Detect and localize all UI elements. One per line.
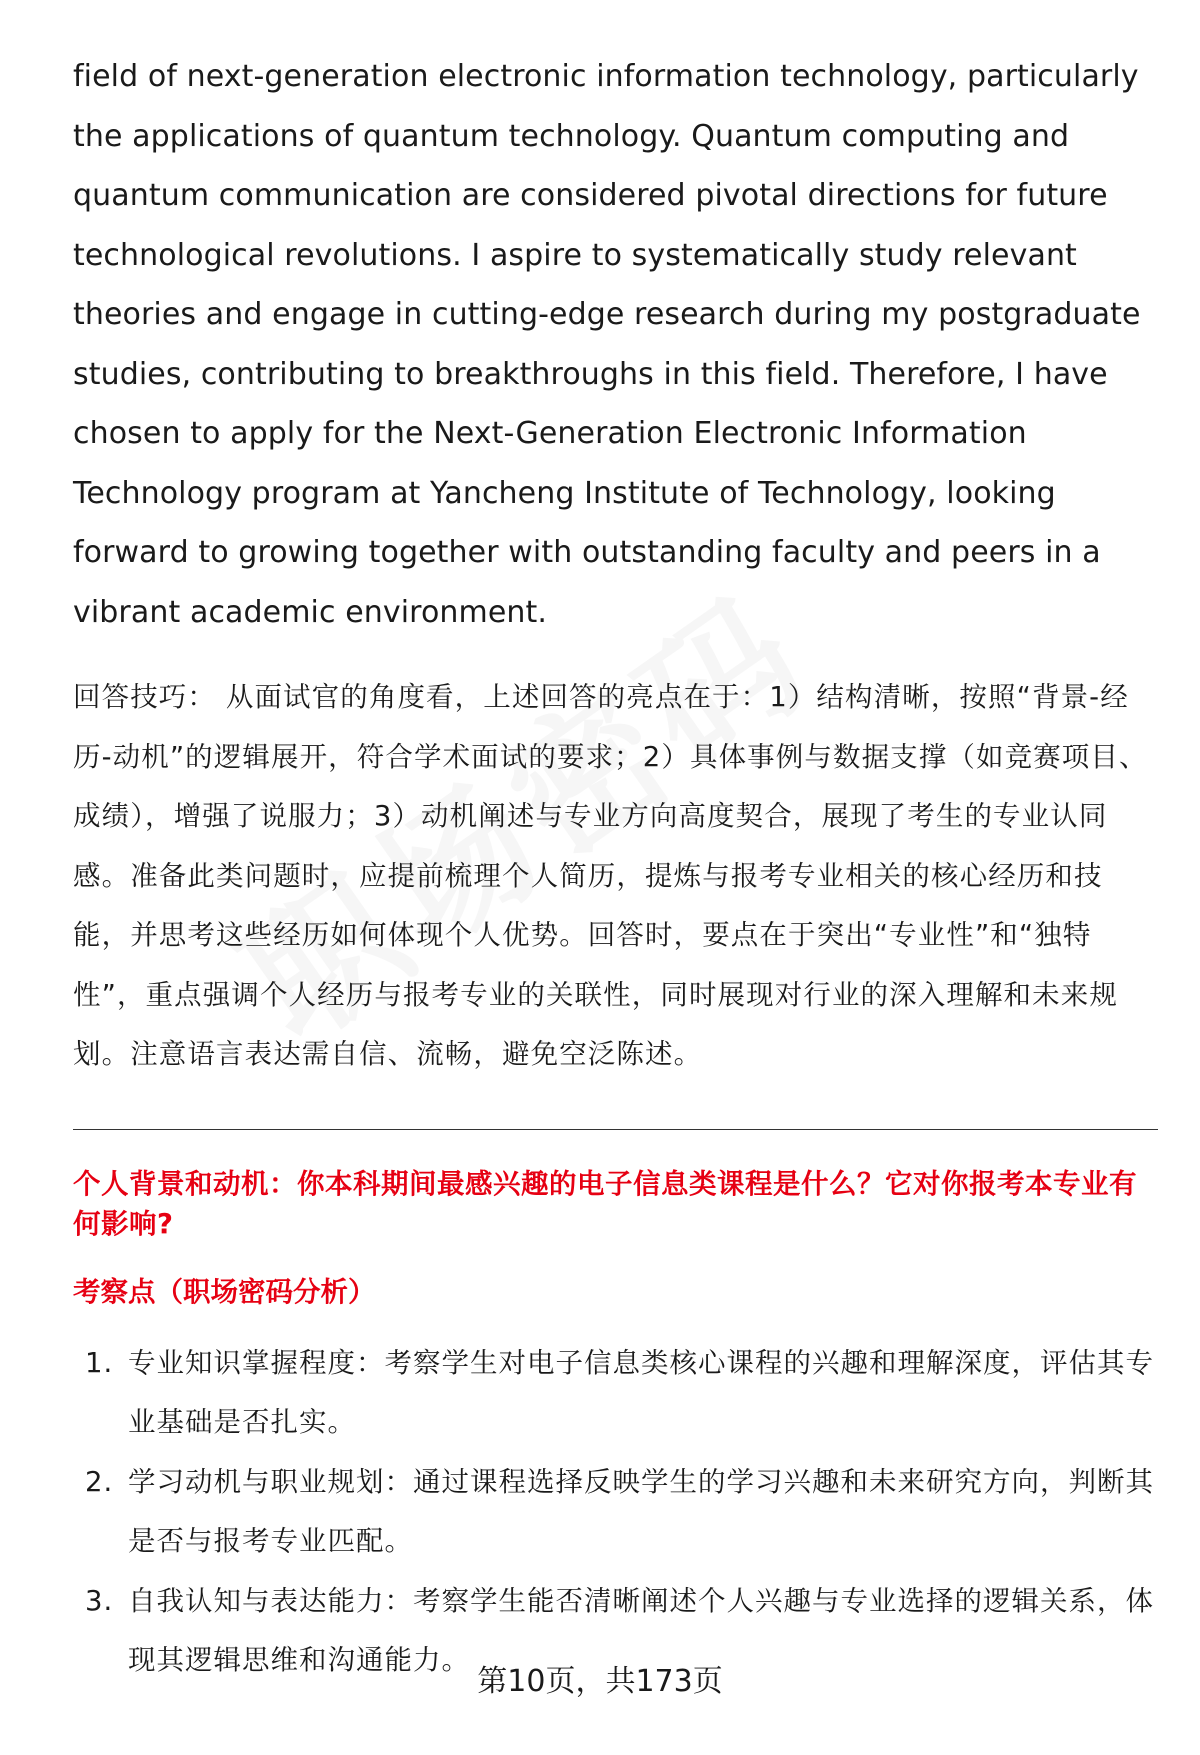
list-item-number: 1. [85,1346,114,1379]
list-item-number: 2. [85,1465,114,1498]
list-item-text: 自我认知与表达能力：考察学生能否清晰阐述个人兴趣与专业选择的逻辑关系，体现其逻辑思维和沟通能力。 [128,1584,1154,1676]
section-divider [73,1129,1158,1130]
list-item-text: 专业知识掌握程度：考察学生对电子信息类核心课程的兴趣和理解深度，评估其专业基础是否扎实。 [128,1346,1154,1438]
question-heading: 个人背景和动机：你本科期间最感兴趣的电子信息类课程是什么？它对你报考本专业有何影响? [73,1167,1137,1240]
list-item-text: 学习动机与职业规划：通过课程选择反映学生的学习兴趣和未来研究方向，判断其是否与报考专业匹配。 [128,1465,1154,1557]
answer-tip-paragraph: 回答技巧： 从面试官的角度看，上述回答的亮点在于：1）结构清晰，按照“背景-经历-动机”的逻辑展开，符合学术面试的要求；2）具体事例与数据支撑（如竞赛项目、成绩），增强了说服力；3）动机阐述与专业方向高度契合，展现了考生的专业认同感。准备此类问题时，应提前梳理个人简历，提炼与报考专业相关的核心经历和技能，并思考这些经历如何体现个人优势。回答时，要点在于突出“专业性”和“独特性”，重点强调个人经历与报考专业的关联性，同时展现对行业的深入理解和未来规划。注意语言表达需自信、流畅，避免空泛陈述。 [73,681,1148,1070]
list-item [73,1334,1158,1453]
assessment-points-title: 考察点（职场密码分析） [73,1275,376,1308]
document-body [73,47,1158,1691]
page-number-footer: 第10页，共173页 [477,1664,723,1699]
list-item-number: 3. [85,1584,114,1617]
intro-paragraph: field of next-generation electronic information technology, particularly the applications of quantum technology. Quantum computing and quantum communication are considered pivotal directions for future technological revolutions. I aspire to systematically study relevant theories and engage in cutting-edge research during my postgraduate studies, contributing to breakthroughs in this field. Therefore, I have chosen to apply for the Next-Generation Electronic Information Technology program at Yancheng Institute of Technology, looking forward to growing together with outstanding faculty and peers in a vibrant academic environment. [73,59,1141,630]
assessment-points-list [73,1334,1158,1691]
list-item [73,1453,1158,1572]
